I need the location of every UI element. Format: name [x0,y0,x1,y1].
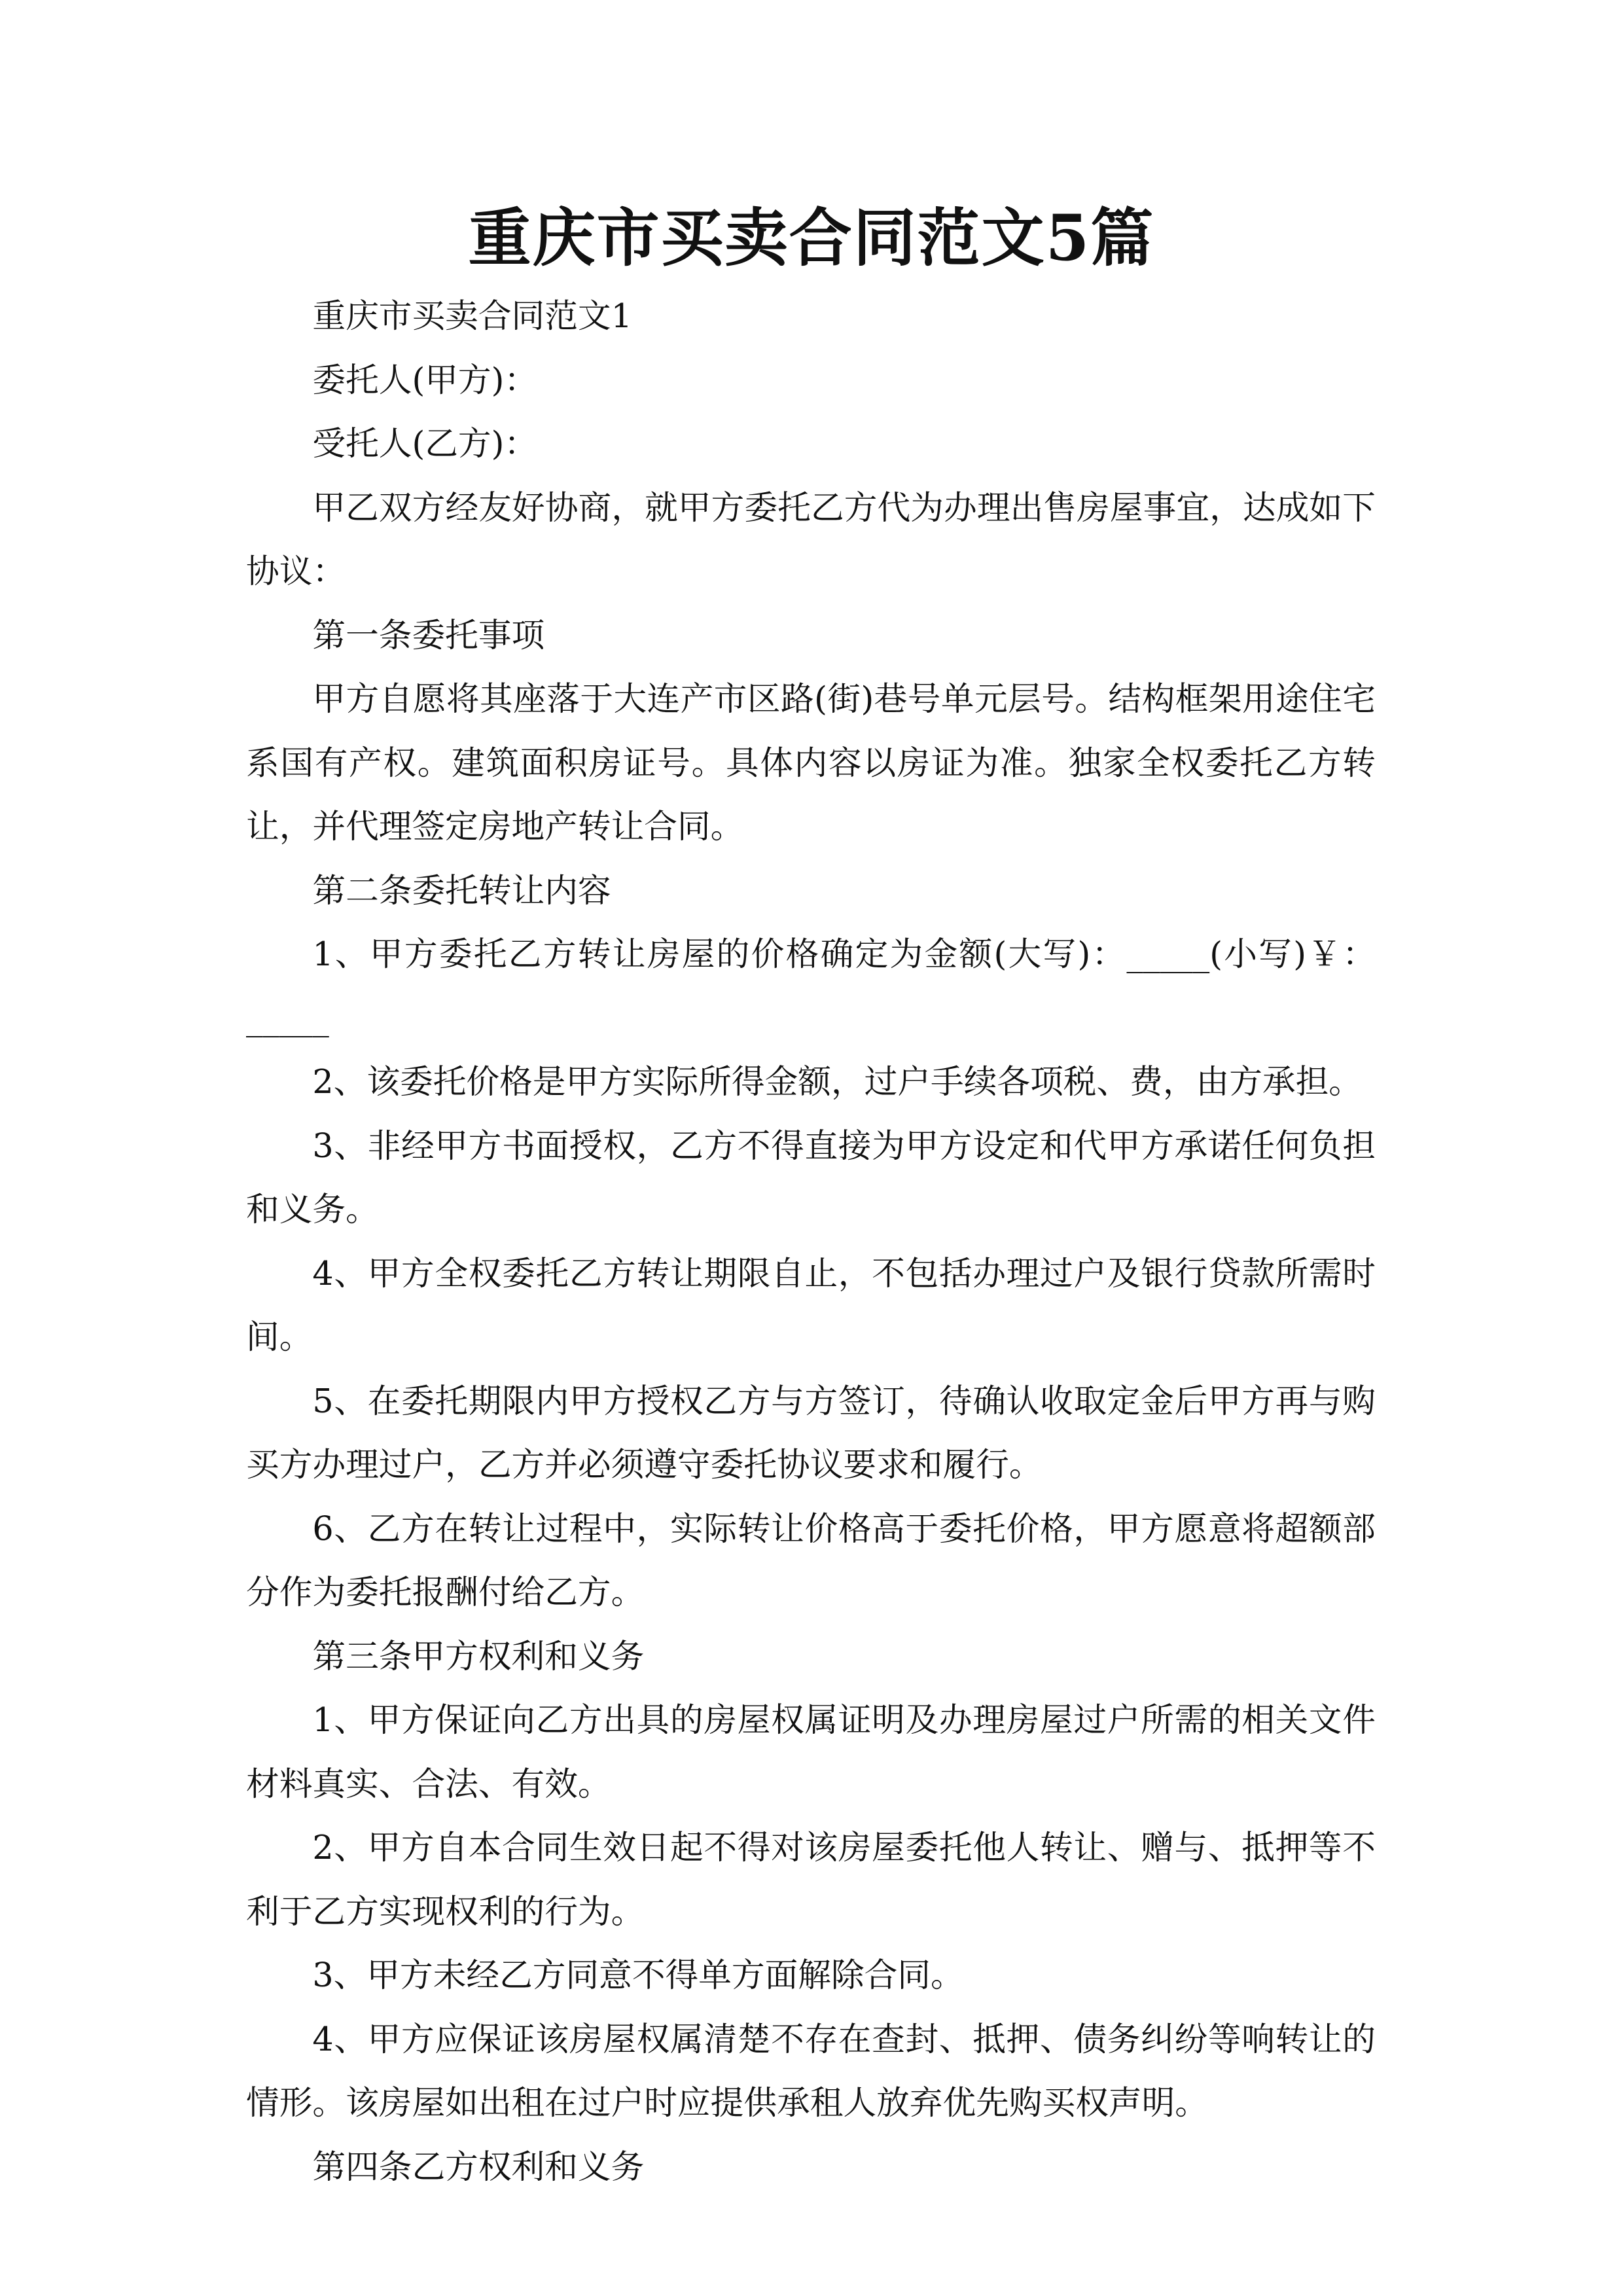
paragraph: 1、甲方保证向乙方出具的房屋权属证明及办理房屋过户所需的相关文件材料真实、合法、有效。 [246,1700,1376,1803]
paragraph: 第三条甲方权利和义务 [312,1636,645,1676]
paragraph: 甲方自愿将其座落于大连产市区路(街)巷号单元层号。结构框架用途住宅系国有产权。建筑面积房证号。具体内容以房证为准。独家全权委托乙方转让，并代理签定房地产转让合同。 [246,679,1376,846]
paragraph: 甲乙双方经友好协商，就甲方委托乙方代为办理出售房屋事宜，达成如下协议： [246,488,1376,590]
paragraph: 第四条乙方权利和义务 [312,2147,645,2186]
paragraph: 1、甲方委托乙方转让房屋的价格确定为金额(大写)：_____(小写)￥：_____ [246,935,1376,1037]
paragraph: 2、该委托价格是甲方实际所得金额，过户手续各项税、费，由方承担。 [312,1062,1362,1101]
document-body [246,284,1376,2198]
paragraph: 委托人(甲方)： [312,360,538,399]
paragraph: 4、甲方应保证该房屋权属清楚不存在查封、抵押、债务纠纷等响转让的情形。该房屋如出租在过户时应提供承租人放弃优先购买权声明。 [246,2019,1376,2122]
paragraph: 2、甲方自本合同生效日起不得对该房屋委托他人转让、赠与、抵押等不利于乙方实现权利的行为。 [246,1828,1376,1931]
paragraph: 6、乙方在转让过程中，实际转让价格高于委托价格，甲方愿意将超额部分作为委托报酬付给乙方。 [246,1509,1376,1611]
document-title: 重庆市买卖合同范文5篇 [468,201,1155,275]
paragraph: 重庆市买卖合同范文1 [312,296,632,335]
paragraph: 受托人(乙方)： [312,424,538,463]
paragraph: 3、甲方未经乙方同意不得单方面解除合同。 [312,1956,964,1994]
paragraph: 第一条委托事项 [312,615,545,655]
paragraph: 4、甲方全权委托乙方转让期限自止，不包括办理过户及银行贷款所需时间。 [246,1253,1376,1356]
paragraph: 第二条委托转让内容 [312,870,611,910]
paragraph: 5、在委托期限内甲方授权乙方与方签订，待确认收取定金后甲方再与购买方办理过户，乙方并必须遵守委托协议要求和履行。 [246,1381,1376,1484]
paragraph: 3、非经甲方书面授权，乙方不得直接为甲方设定和代甲方承诺任何负担和义务。 [246,1126,1376,1229]
